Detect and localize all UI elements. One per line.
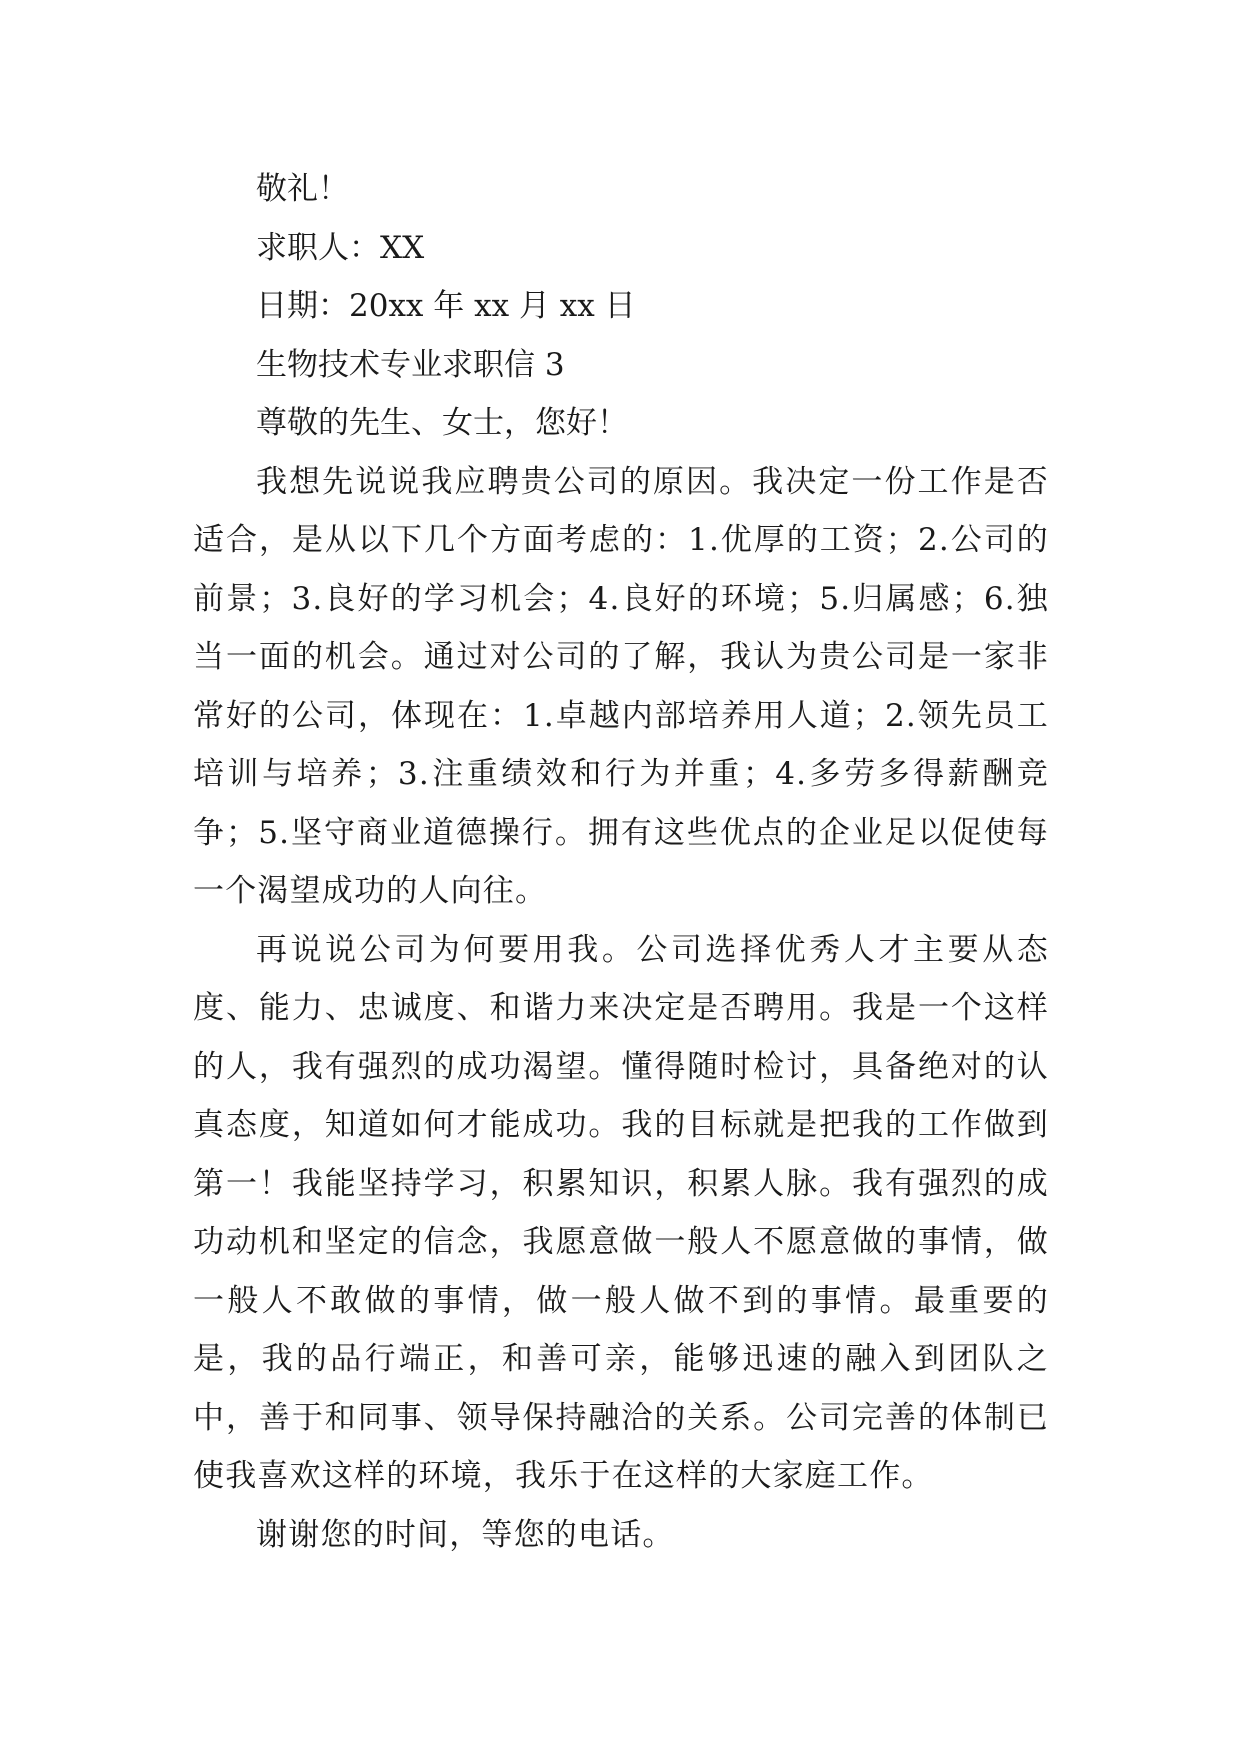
paragraph-reasons: 我想先说说我应聘贵公司的原因。我决定一份工作是否适合，是从以下几个方面考虑的：1.优厚的工资；2.公司的前景；3.良好的学习机会；4.良好的环境；5.归属感；6.独当一面的机会。通过对公司的了解，我认为贵公司是一家非常好的公司，体现在：1.卓越内部培养用人道；2.领先员工培训与培养；3.注重绩效和行为并重；4.多劳多得薪酬竞争；5.坚守商业道德操行。拥有这些优点的企业足以促使每一个渴望成功的人向往。 [193,463,1049,909]
greeting: 尊敬的先生、女士，您好！ [256,405,628,441]
letter-date: 日期：20xx 年 xx 月 xx 日 [256,288,636,324]
letter-title: 生物技术专业求职信 3 [256,346,565,383]
paragraph-self-introduction: 再说说公司为何要用我。公司选择优秀人才主要从态度、能力、忠诚度、和谐力来决定是否聘用。我是一个这样的人，我有强烈的成功渴望。懂得随时检讨，具备绝对的认真态度，知道如何才能成功。我的目标就是把我的工作做到第一！我能坚持学习，积累知识，积累人脉。我有强烈的成功动机和坚定的信念，我愿意做一般人不愿意做的事情，做一般人不敢做的事情，做一般人做不到的事情。最重要的是，我的品行端正，和善可亲，能够迅速的融入到团队之中，善于和同事、领导保持融洽的关系。公司完善的体制已使我喜欢这样的环境，我乐于在这样的大家庭工作。 [193,931,1049,1494]
closing-salutation: 敬礼！ [256,171,349,207]
letter-body [193,160,1049,1564]
applicant-signature: 求职人：XX [256,229,425,266]
paragraph-thanks: 谢谢您的时间，等您的电话。 [256,1516,675,1553]
